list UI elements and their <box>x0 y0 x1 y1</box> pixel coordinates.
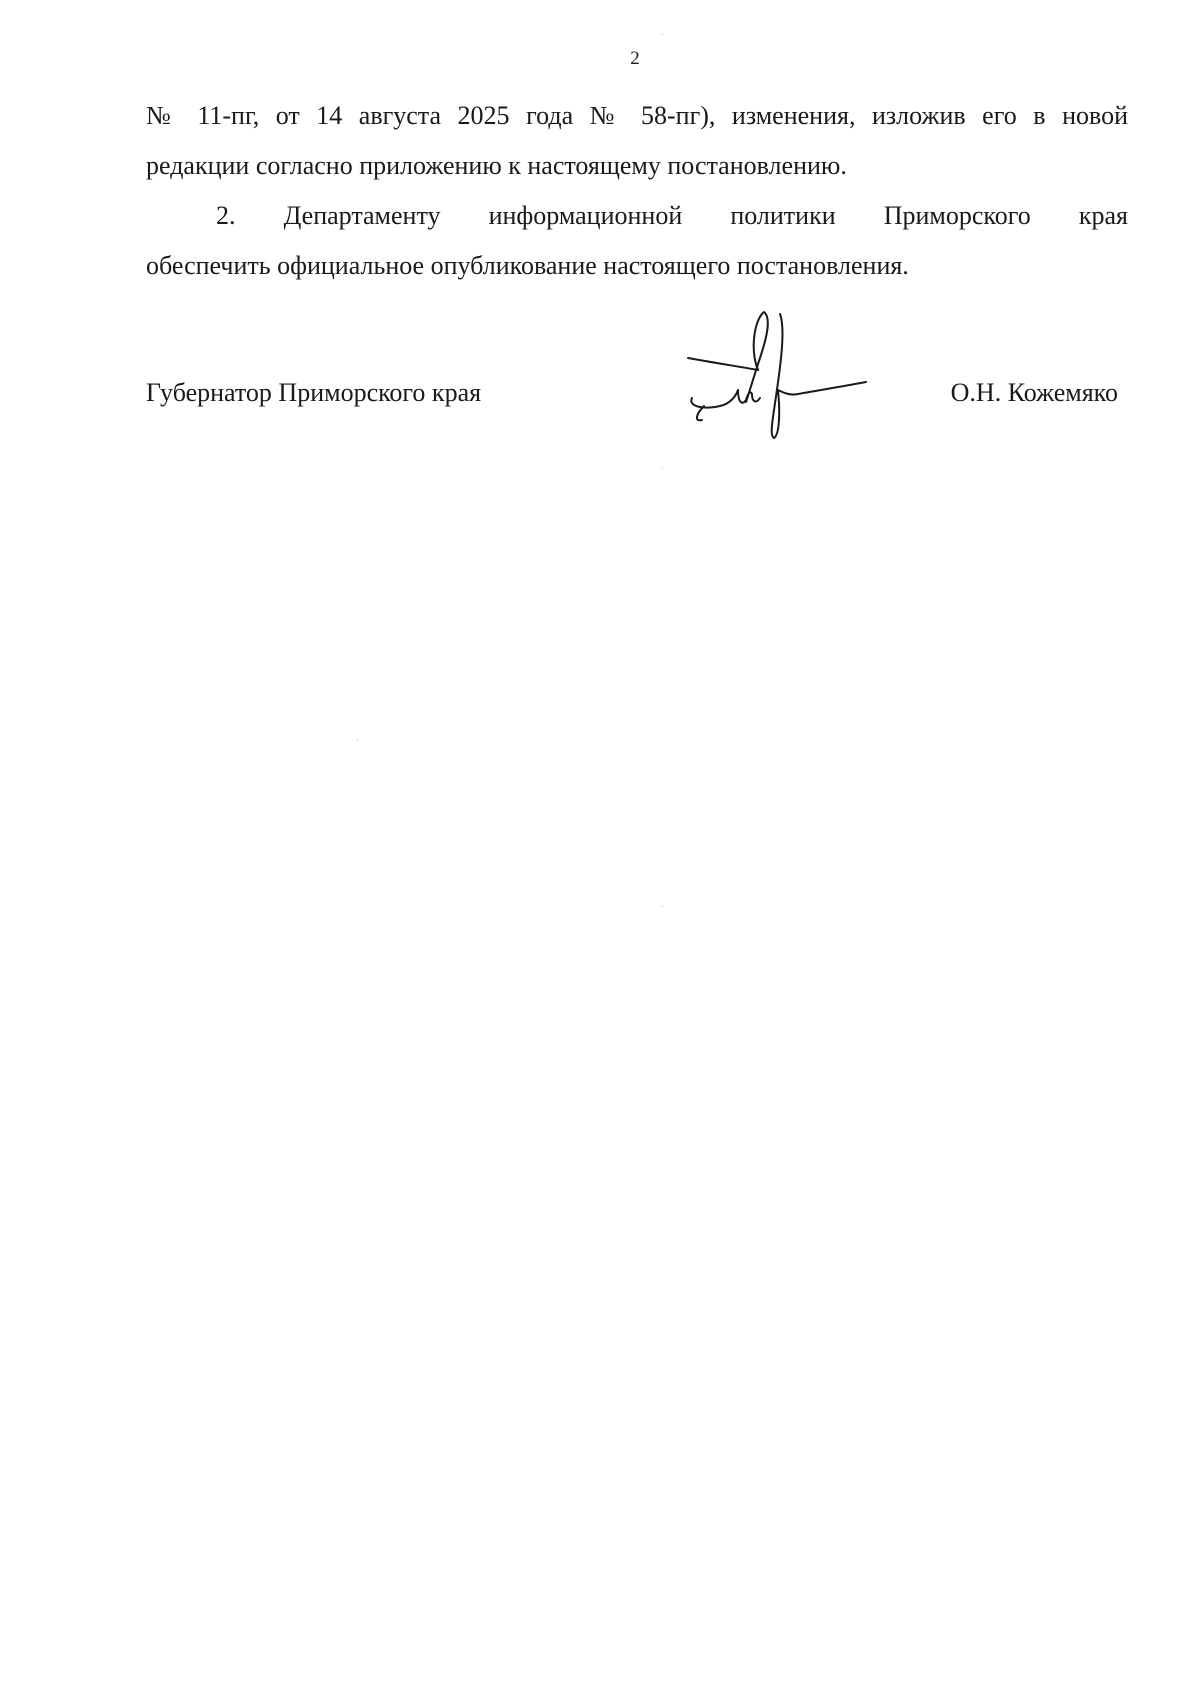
paragraph-line: 2. Департаменту информационной политики Приморского края <box>216 201 1128 230</box>
scan-speck <box>662 34 663 35</box>
scan-speck <box>357 740 358 741</box>
paragraph-amendment <box>146 91 1128 191</box>
paragraph-line: редакции согласно приложению к настоящему постановлению. <box>146 151 847 180</box>
signature-block <box>146 378 1128 438</box>
paragraph-line: обеспечить официальное опубликование настоящего постановления. <box>146 251 909 280</box>
scan-speck <box>662 468 663 469</box>
page-number: 2 <box>630 48 640 69</box>
scan-speck <box>662 906 663 907</box>
handwritten-signature <box>680 310 870 460</box>
signatory-title: Губернатор Приморского края <box>146 378 482 407</box>
paragraph-publication <box>146 191 1128 291</box>
signatory-name: О.Н. Кожемяко <box>950 378 1118 407</box>
paragraph-line: № 11-пг, от 14 августа 2025 года № 58-пг), изменения, изложив его в новой <box>146 101 1128 130</box>
